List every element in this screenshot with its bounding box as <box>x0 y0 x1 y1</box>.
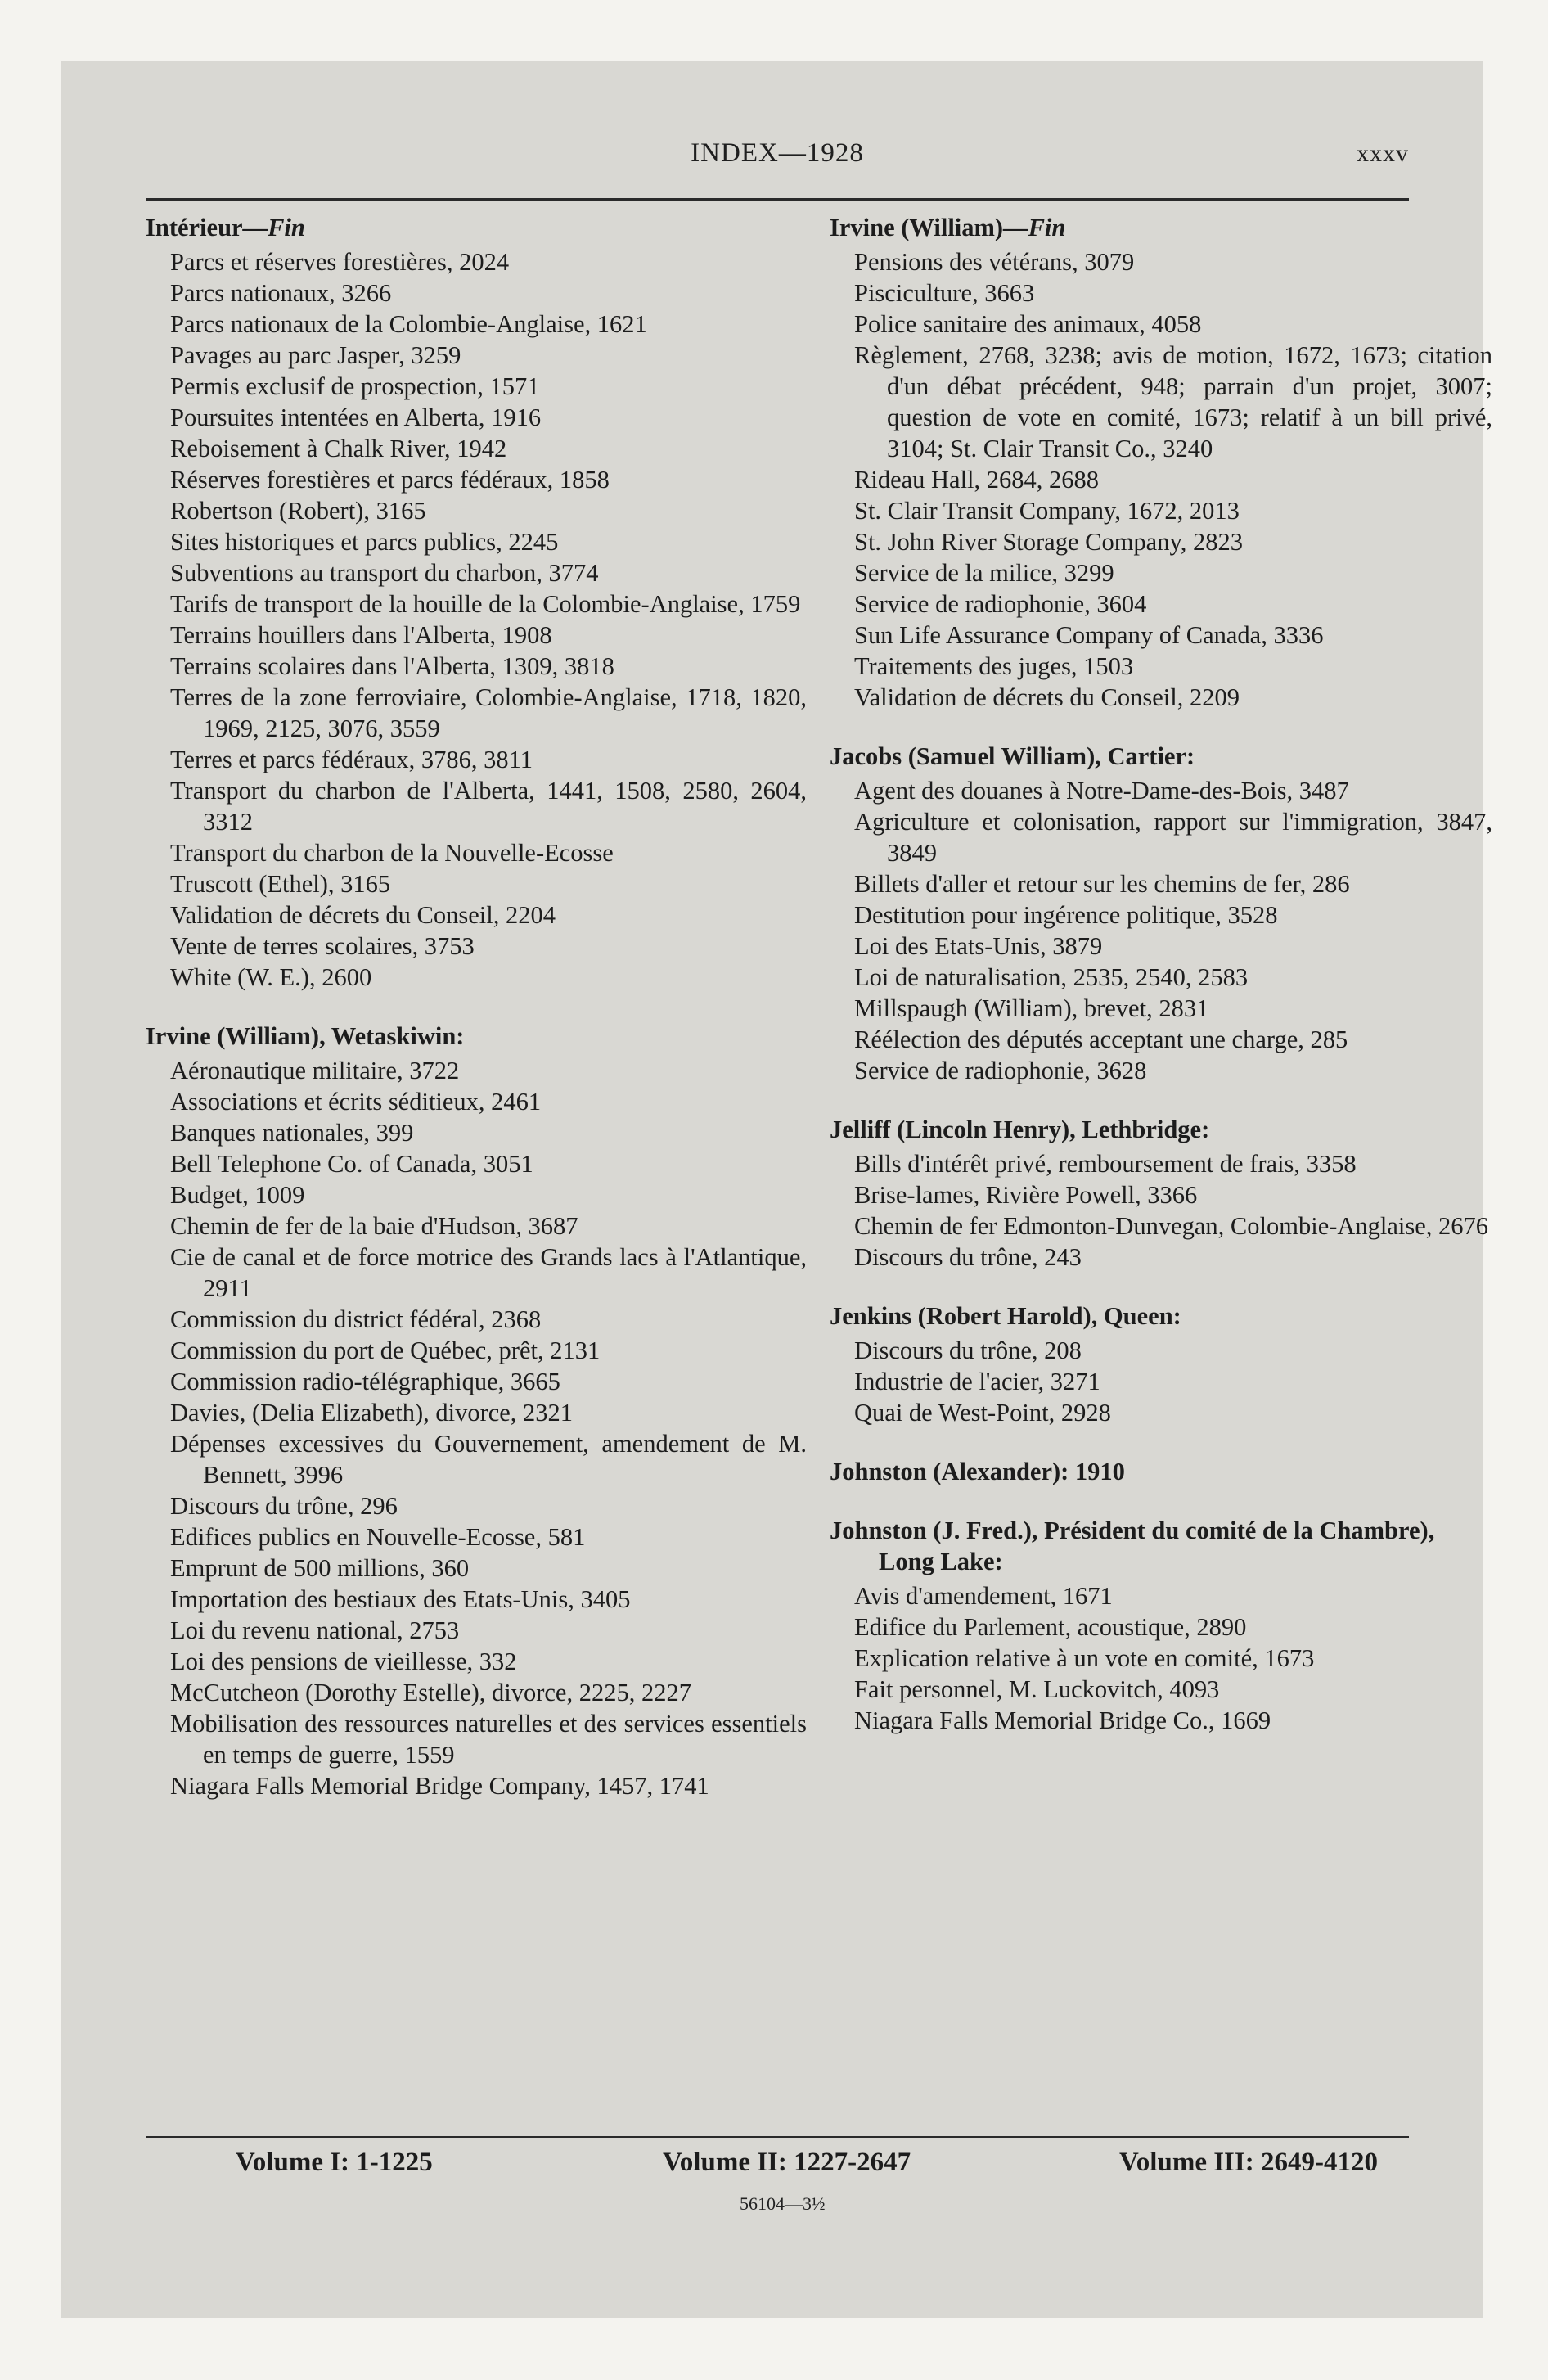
index-entry: Commission du port de Québec, prêt, 2131 <box>170 1336 601 1364</box>
index-entry: Service de la milice, 3299 <box>854 559 1114 587</box>
index-entry: Rideau Hall, 2684, 2688 <box>854 466 1100 494</box>
volume-2 <box>663 2148 911 2178</box>
index-entry: White (W. E.), 2600 <box>170 963 372 991</box>
index-entry: Edifices publics en Nouvelle-Ecosse, 581 <box>170 1523 586 1551</box>
member-riding: (Lincoln Henry), Lethbridge: <box>897 1116 1210 1143</box>
index-entry: Associations et écrits séditieux, 2461 <box>170 1088 542 1116</box>
index-entry: Avis d'amendement, 1671 <box>854 1582 1113 1610</box>
index-section <box>146 212 807 993</box>
page-number: xxxv <box>1357 140 1409 167</box>
index-entry: Discours du trône, 243 <box>854 1243 1082 1271</box>
index-entry: Règlement, 2768, 3238; avis de motion, 1672, 1673; citation d'un débat précédent, 948; parrain d'un projet, 3007; question de vote en comité, 1673; relatif à un bill privé, 3104; St. Clair Transit Co., 3240 <box>854 341 1492 462</box>
index-entry: Service de radiophonie, 3604 <box>854 590 1147 618</box>
member-name: Irvine <box>830 214 895 241</box>
index-entry: Bills d'intérêt privé, remboursement de frais, 3358 <box>854 1150 1357 1178</box>
index-entry: Reboisement à Chalk River, 1942 <box>170 435 507 462</box>
volume-label: Volume II: <box>663 2148 787 2177</box>
index-entry: Validation de décrets du Conseil, 2209 <box>854 683 1240 711</box>
index-entry: Permis exclusif de prospection, 1571 <box>170 372 540 400</box>
index-entry: Terres et parcs fédéraux, 3786, 3811 <box>170 746 533 773</box>
index-entry: Traitements des juges, 1503 <box>854 652 1134 680</box>
index-entry: Pensions des vétérans, 3079 <box>854 248 1135 276</box>
index-entry: Bell Telephone Co. of Canada, 3051 <box>170 1150 533 1178</box>
index-entry: Pavages au parc Jasper, 3259 <box>170 341 461 369</box>
index-entry: Loi du revenu national, 2753 <box>170 1616 460 1644</box>
index-entry: Police sanitaire des animaux, 4058 <box>854 310 1202 338</box>
index-entry: Service de radiophonie, 3628 <box>854 1057 1147 1084</box>
member-name: Irvine <box>146 1022 211 1050</box>
index-entry: Niagara Falls Memorial Bridge Company, 1457, 1741 <box>170 1772 709 1800</box>
index-entry: Destitution pour ingérence politique, 3528 <box>854 901 1278 929</box>
index-entry: Chemin de fer de la baie d'Hudson, 3687 <box>170 1212 578 1240</box>
index-entry: Truscott (Ethel), 3165 <box>170 870 391 898</box>
index-entry: Explication relative à un vote en comité, 1673 <box>854 1644 1315 1672</box>
volume-label: Volume I: <box>236 2148 350 2177</box>
member-riding: (William) <box>901 214 1004 241</box>
index-entry: Aéronautique militaire, 3722 <box>170 1057 460 1084</box>
index-section <box>830 741 1492 1086</box>
index-entry: Fait personnel, M. Luckovitch, 4093 <box>854 1675 1220 1703</box>
index-entry: Loi des Etats-Unis, 3879 <box>854 932 1103 960</box>
index-entry: Loi de naturalisation, 2535, 2540, 2583 <box>854 963 1249 991</box>
continued-marker: —Fin <box>1003 214 1066 241</box>
index-entry: Importation des bestiaux des Etats-Unis, 3405 <box>170 1585 631 1613</box>
volume-range: 1-1225 <box>356 2148 433 2177</box>
index-section <box>830 212 1492 713</box>
entry-list <box>830 1580 1492 1736</box>
index-entry: Terres de la zone ferroviaire, Colombie-Anglaise, 1718, 1820, 1969, 2125, 3076, 3559 <box>170 683 807 742</box>
volume-range: 2649-4120 <box>1260 2148 1378 2177</box>
index-entry: Edifice du Parlement, acoustique, 2890 <box>854 1613 1247 1641</box>
index-entry: Commission radio-télégraphique, 3665 <box>170 1368 560 1395</box>
left-column <box>146 212 807 1829</box>
index-entry: Réélection des députés acceptant une charge, 285 <box>854 1025 1348 1053</box>
section-heading <box>830 1515 1492 1577</box>
entry-list <box>146 1055 807 1801</box>
member-riding: (J. Fred.), Président du comité de la Chambre), Long Lake: <box>879 1517 1435 1575</box>
volume-label: Volume III: <box>1119 2148 1254 2177</box>
member-name: Johnston <box>830 1517 927 1544</box>
index-entry: Tarifs de transport de la houille de la Colombie-Anglaise, 1759 <box>170 590 801 618</box>
index-entry: Banques nationales, 399 <box>170 1119 414 1147</box>
index-entry: Agent des douanes à Notre-Dame-des-Bois, 3487 <box>854 777 1349 805</box>
section-heading <box>146 212 807 243</box>
index-entry: Emprunt de 500 millions, 360 <box>170 1554 470 1582</box>
header-rule <box>146 198 1409 201</box>
volume-1 <box>236 2148 433 2178</box>
index-entry: Pisciculture, 3663 <box>854 279 1035 307</box>
running-title: INDEX—1928 <box>691 138 864 168</box>
index-entry: Discours du trône, 208 <box>854 1336 1082 1364</box>
index-entry: Brise-lames, Rivière Powell, 3366 <box>854 1181 1198 1209</box>
index-entry: Discours du trône, 296 <box>170 1492 398 1520</box>
index-section <box>830 1456 1492 1487</box>
index-entry: Niagara Falls Memorial Bridge Co., 1669 <box>854 1706 1271 1734</box>
entry-list <box>830 1148 1492 1273</box>
entry-list <box>830 775 1492 1086</box>
member-name: Jelliff <box>830 1116 891 1143</box>
index-section <box>830 1300 1492 1428</box>
index-entry: Réserves forestières et parcs fédéraux, 1858 <box>170 466 610 494</box>
member-name: Jenkins <box>830 1302 912 1330</box>
member-name: Intérieur <box>146 214 243 241</box>
index-entry: Validation de décrets du Conseil, 2204 <box>170 901 556 929</box>
section-heading <box>830 212 1492 243</box>
member-riding: (William), Wetaskiwin: <box>217 1022 465 1050</box>
section-heading <box>830 1114 1492 1145</box>
index-entry: Sites historiques et parcs publics, 2245 <box>170 528 559 556</box>
volume-range: 1227-2647 <box>794 2148 911 2177</box>
index-entry: Subventions au transport du charbon, 3774 <box>170 559 599 587</box>
index-section <box>146 1021 807 1801</box>
index-entry: Billets d'aller et retour sur les chemins de fer, 286 <box>854 870 1350 898</box>
index-entry: St. John River Storage Company, 2823 <box>854 528 1243 556</box>
index-entry: Mobilisation des ressources naturelles et des services essentiels en temps de guerre, 1559 <box>170 1710 807 1769</box>
right-column <box>830 212 1492 1764</box>
index-entry: Robertson (Robert), 3165 <box>170 497 426 525</box>
index-entry: Agriculture et colonisation, rapport sur l'immigration, 3847, 3849 <box>854 808 1492 867</box>
index-entry: Vente de terres scolaires, 3753 <box>170 932 475 960</box>
index-entry: Transport du charbon de la Nouvelle-Ecosse <box>170 839 614 867</box>
member-riding: (Robert Harold), Queen: <box>917 1302 1181 1330</box>
volume-3 <box>1119 2148 1378 2178</box>
scanned-page <box>61 61 1492 2318</box>
entry-list <box>830 1335 1492 1428</box>
index-entry: Terrains scolaires dans l'Alberta, 1309, 3818 <box>170 652 614 680</box>
member-name: Johnston <box>830 1458 927 1485</box>
index-entry: Parcs et réserves forestières, 2024 <box>170 248 510 276</box>
index-entry: Poursuites intentées en Alberta, 1916 <box>170 403 542 431</box>
index-entry: Budget, 1009 <box>170 1181 305 1209</box>
footer-rule <box>146 2136 1409 2138</box>
index-entry: Commission du district fédéral, 2368 <box>170 1305 542 1333</box>
index-entry: Transport du charbon de l'Alberta, 1441, 1508, 2580, 2604, 3312 <box>170 777 807 836</box>
member-riding: (Alexander): 1910 <box>933 1458 1125 1485</box>
section-heading <box>830 1300 1492 1332</box>
print-code: 56104—3½ <box>740 2193 826 2214</box>
index-entry: McCutcheon (Dorothy Estelle), divorce, 2225, 2227 <box>170 1679 691 1706</box>
index-entry: Parcs nationaux, 3266 <box>170 279 392 307</box>
index-entry: Davies, (Delia Elizabeth), divorce, 2321 <box>170 1399 574 1427</box>
index-entry: Chemin de fer Edmonton-Dunvegan, Colombie-Anglaise, 2676 <box>854 1212 1489 1240</box>
index-entry: Dépenses excessives du Gouvernement, amendement de M. Bennett, 3996 <box>170 1430 807 1489</box>
index-section <box>830 1515 1492 1736</box>
index-entry: St. Clair Transit Company, 1672, 2013 <box>854 497 1240 525</box>
index-entry: Industrie de l'acier, 3271 <box>854 1368 1100 1395</box>
index-entry: Millspaugh (William), brevet, 2831 <box>854 994 1209 1022</box>
section-heading <box>146 1021 807 1052</box>
member-name: Jacobs <box>830 742 902 770</box>
index-entry: Loi des pensions de vieillesse, 332 <box>170 1648 517 1675</box>
index-entry: Terrains houillers dans l'Alberta, 1908 <box>170 621 552 649</box>
index-entry: Sun Life Assurance Company of Canada, 3336 <box>854 621 1324 649</box>
member-riding: (Samuel William), Cartier: <box>907 742 1195 770</box>
index-section <box>830 1114 1492 1273</box>
page-header <box>146 138 1409 178</box>
continued-marker: —Fin <box>242 214 305 241</box>
entry-list <box>146 246 807 993</box>
section-heading <box>830 1456 1492 1487</box>
index-entry: Parcs nationaux de la Colombie-Anglaise, 1621 <box>170 310 647 338</box>
index-entry: Cie de canal et de force motrice des Grands lacs à l'Atlantique, 2911 <box>170 1243 807 1302</box>
section-heading <box>830 741 1492 772</box>
entry-list <box>830 246 1492 713</box>
index-entry: Quai de West-Point, 2928 <box>854 1399 1111 1427</box>
